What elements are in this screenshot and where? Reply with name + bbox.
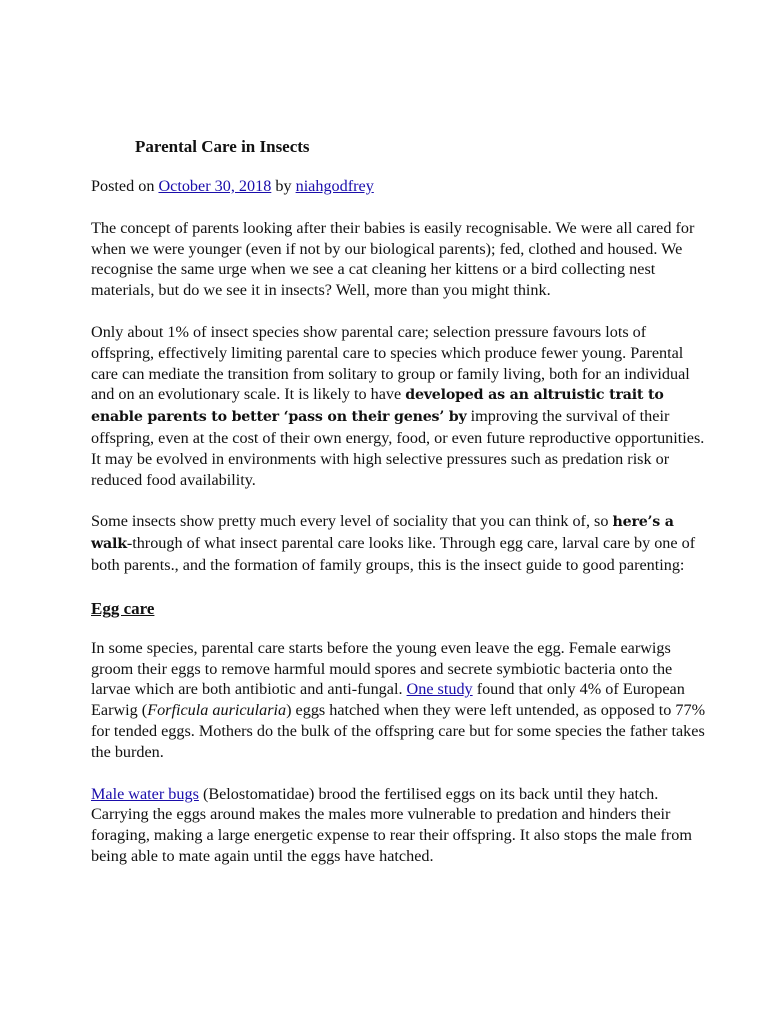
post-date-link[interactable]: October 30, 2018 (158, 177, 272, 195)
male-water-bugs-link[interactable]: Male water bugs (91, 784, 199, 803)
paragraph-water-bugs (91, 784, 711, 867)
p3-text-c: -through of what insect parental care looks like. Through egg care, larval care by one of both parents., and the formation of family groups, this is the insect guide to good parenting: (91, 534, 696, 574)
paragraph-intro: The concept of parents looking after their babies is easily recognisable. We were all cared for when we were younger (even if not by our biological parents); fed, clothed and housed. We recognise the same urge when we see a cat cleaning her kittens or a bird collecting nest materials, but do we see it in insects? Well, more than you might think. (91, 218, 695, 300)
p4-text-b: found that only 4% of European Earwig ( (91, 680, 685, 720)
paragraph-sociality (91, 511, 711, 575)
p2-highlight: developed as an altruistic trait to enable parents to better ‘pass on their genes’ by (91, 387, 664, 426)
article-content (91, 218, 711, 867)
by-label: by (271, 177, 296, 195)
section-heading-egg-care: Egg care (91, 598, 155, 618)
paragraph-one-percent (91, 322, 711, 490)
p3-text-a: Some insects show pretty much every level of sociality that you can think of, so (91, 512, 613, 531)
p3-highlight: here’s a walk (91, 514, 674, 553)
author-link[interactable]: niahgodfrey (295, 177, 374, 195)
page-title: Parental Care in Insects (135, 137, 310, 156)
post-meta (91, 176, 711, 197)
earwig-species-name: Forficula auricularia (147, 701, 287, 720)
paragraph-earwigs (91, 638, 711, 763)
p4-text-a: In some species, parental care starts before the young even leave the egg. Female earwigs groom their eggs to remove harmful mould spores and secrete symbiotic bacteria onto the larvae which are both antibiotic and anti-fungal. (91, 638, 673, 699)
p2-text-c: improving the survival of their offspring, even at the cost of their own energy, food, or even future reproductive opportunities. It may be evolved in environments with high selective pressures such as predation risk or reduced food availability. (91, 407, 705, 489)
posted-on-label: Posted on (91, 177, 159, 195)
one-study-link[interactable]: One study (406, 680, 473, 699)
article (91, 134, 711, 888)
p2-text-a: Only about 1% of insect species show parental care; selection pressure favours lots of offspring, effectively limiting parental care to species which produce fewer young. Parental care can mediate the transition from solitary to group or family living, both for an individual and on an evolutionary scale. It is likely to have (91, 322, 690, 404)
p5-text-a: (Belostomatidae) brood the fertilised eggs on its back until they hatch. Carrying the eggs around makes the males more vulnerable to predation and hinders their foraging, making a large energetic expense to rear their offspring. It also stops the male from being able to mate again until the eggs have hatched. (91, 784, 692, 865)
p4-text-c: ) eggs hatched when they were left untended, as opposed to 77% for tended eggs. Mothers do the bulk of the offspring care but for some species the father takes the burden. (91, 701, 706, 761)
